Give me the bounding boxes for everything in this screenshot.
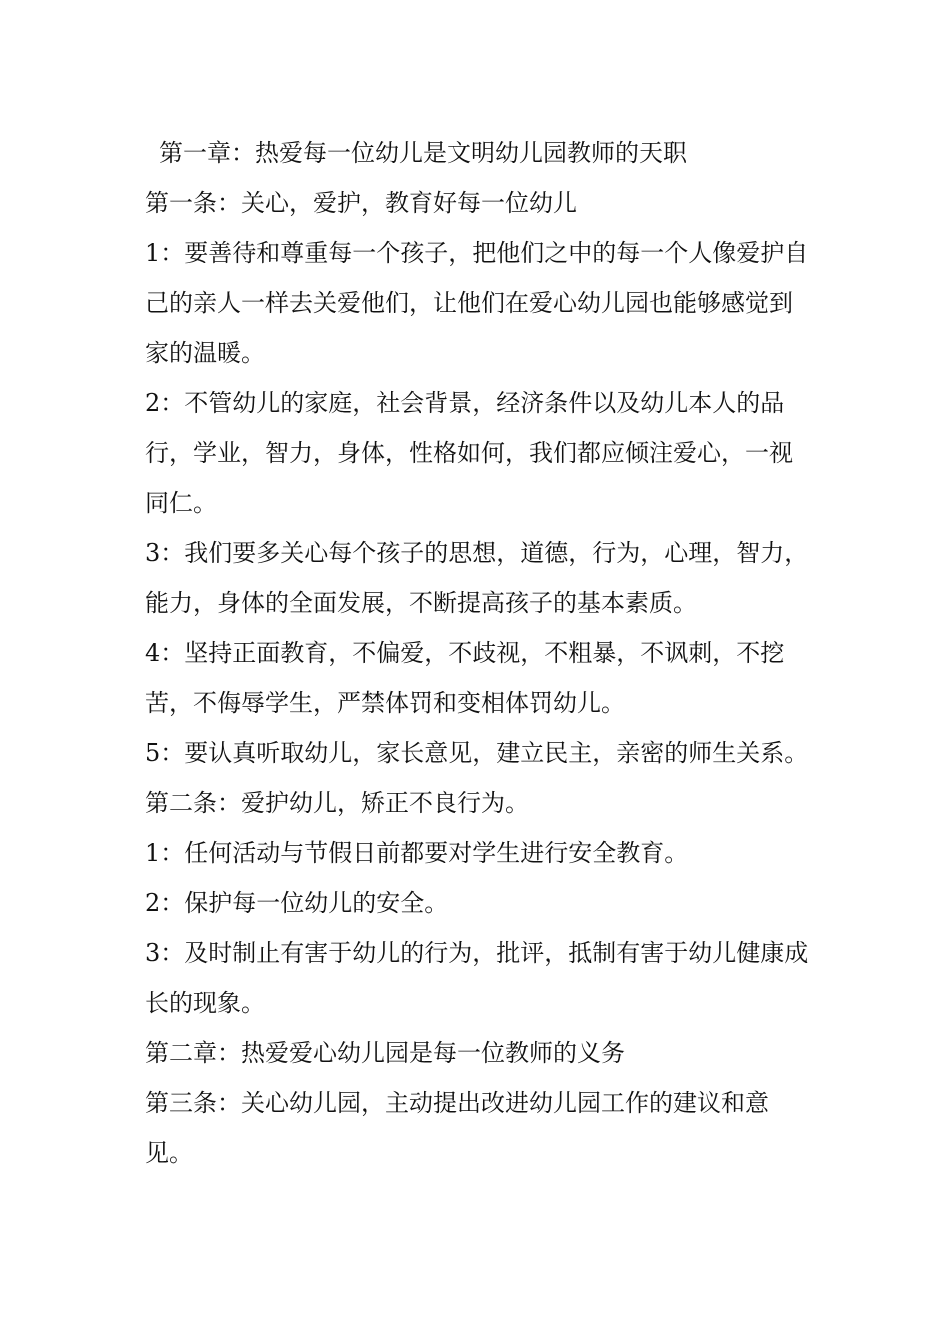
document-body bbox=[145, 128, 815, 1178]
chapter-1-heading: 第一章：热爱每一位幼儿是文明幼儿园教师的天职 bbox=[159, 139, 687, 167]
article-1-item-5: 5：要认真听取幼儿，家长意见，建立民主，亲密的师生关系。 bbox=[145, 739, 809, 767]
article-2-item-2: 2：保护每一位幼儿的安全。 bbox=[145, 889, 449, 917]
article-1-heading: 第一条：关心，爱护，教育好每一位幼儿 bbox=[145, 189, 577, 217]
chapter-2-heading: 第二章：热爱爱心幼儿园是每一位教师的义务 bbox=[145, 1039, 625, 1067]
article-1-item-2: 2：不管幼儿的家庭，社会背景，经济条件以及幼儿本人的品行，学业，智力，身体，性格如何，我们都应倾注爱心，一视同仁。 bbox=[145, 389, 793, 517]
article-2-item-1: 1：任何活动与节假日前都要对学生进行安全教育。 bbox=[145, 839, 689, 867]
article-1-item-4: 4：坚持正面教育，不偏爱，不歧视，不粗暴，不讽刺，不挖苦，不侮辱学生，严禁体罚和变相体罚幼儿。 bbox=[145, 639, 785, 717]
article-1-item-3: 3：我们要多关心每个孩子的思想，道德，行为，心理，智力，能力，身体的全面发展，不断提高孩子的基本素质。 bbox=[145, 539, 809, 617]
article-3-heading: 第三条：关心幼儿园，主动提出改进幼儿园工作的建议和意见。 bbox=[145, 1089, 769, 1167]
article-1-item-1: 1：要善待和尊重每一个孩子，把他们之中的每一个人像爱护自己的亲人一样去关爱他们，让他们在爱心幼儿园也能够感觉到家的温暖。 bbox=[145, 239, 809, 367]
article-2-heading: 第二条：爱护幼儿，矫正不良行为。 bbox=[145, 789, 529, 817]
article-2-item-3: 3：及时制止有害于幼儿的行为，批评，抵制有害于幼儿健康成长的现象。 bbox=[145, 939, 809, 1017]
